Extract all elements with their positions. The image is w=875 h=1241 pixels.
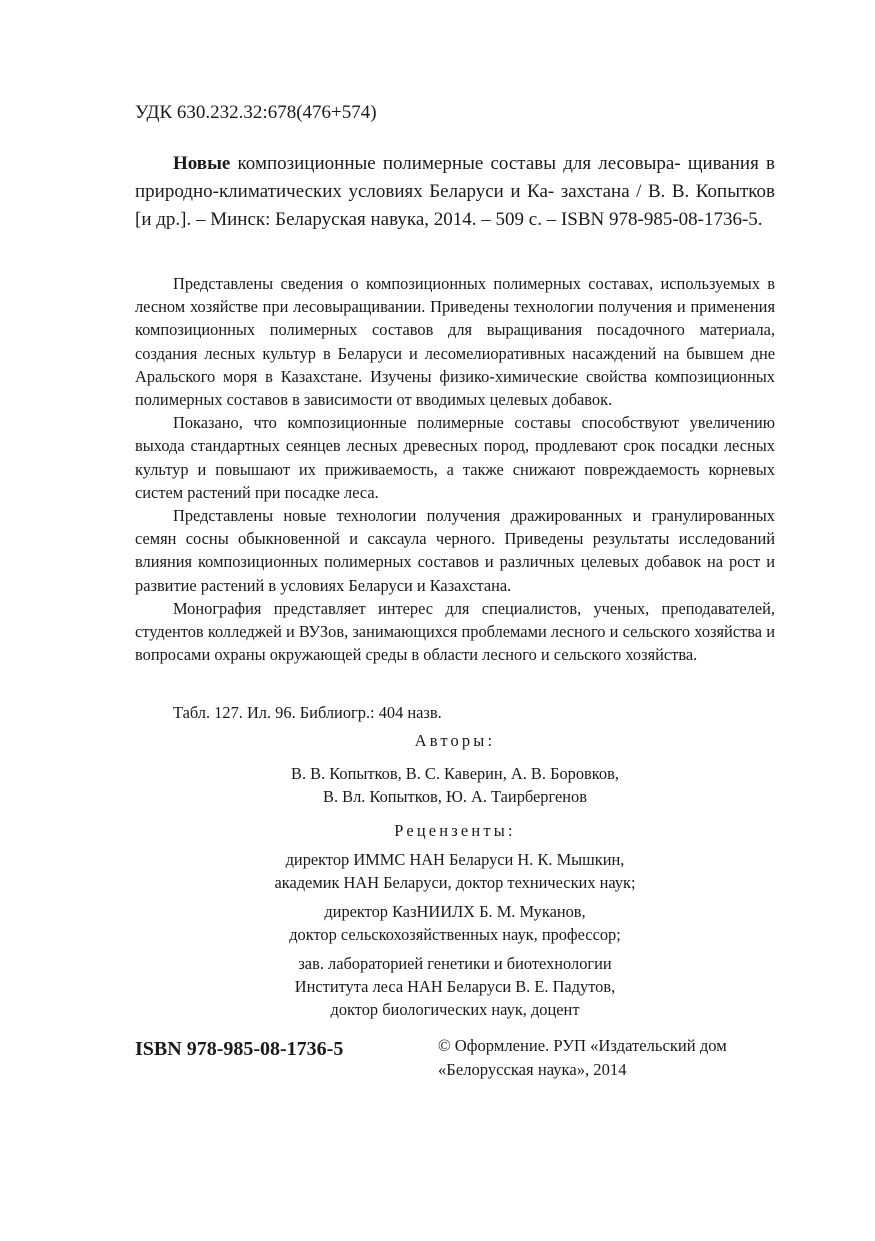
biblio-line-2: щивания в природно-климатических условиях Беларуси и Ка- <box>135 153 776 202</box>
authors-line: В. В. Копытков, В. С. Каверин, А. В. Боровков, <box>291 764 619 783</box>
table-figure-counts: Табл. 127. Ил. 96. Библиогр.: 404 назв. <box>173 703 442 722</box>
isbn: ISBN 978-985-08-1736-5 <box>135 1038 344 1060</box>
abstract-paragraph: Монография представляет интерес для специалистов, ученых, преподавателей, студентов колледжей и ВУЗов, занимающихся проблемами лесного и сельского хозяйства и вопросами охраны окружающей среды в области лесного и сельского хозяйства. <box>135 598 775 665</box>
abstract <box>135 272 775 666</box>
title-lead-word: Новые <box>173 153 231 174</box>
reviewers-heading: Рецензенты: <box>394 821 516 840</box>
reviewer-line: академик НАН Беларуси, доктор технических наук; <box>274 873 636 893</box>
reviewer-entry <box>135 900 775 946</box>
reviewer-line: доктор сельскохозяйственных наук, профессор; <box>289 925 621 945</box>
biblio-line-1: композиционные полимерные составы для лесовыра- <box>230 153 681 174</box>
copyright-line: «Белорусская наука», 2014 <box>438 1060 627 1079</box>
abstract-paragraph: Показано, что композиционные полимерные составы способствуют увеличению выхода стандартных сеянцев лесных древесных пород, продлевают срок посадки лесных культур и повышают их приживаемость, а также снижают повреждаемость корневых систем растений при посадке леса. <box>135 413 775 502</box>
bibliographic-description <box>135 150 775 234</box>
reviewer-entry <box>135 848 775 894</box>
reviewer-entry <box>135 952 775 1022</box>
copyright-notice <box>438 1034 727 1082</box>
reviewer-line: доктор биологических наук, доцент <box>330 1000 580 1020</box>
biblio-line-3: захстана / В. В. Копытков [и др.]. – Минск: Беларуская навука, <box>135 181 776 230</box>
abstract-paragraph: Представлены новые технологии получения дражированных и гранулированных семян сосны обыкновенной и саксаула черного. Приведены результаты исследований влияния композиционных полимерных составов и различных целевых добавок на рост и развитие растений в условиях Беларуси и Казахстана. <box>135 506 775 595</box>
biblio-line-4: 2014. – 509 с. – ISBN 978-985-08-1736-5. <box>433 209 763 230</box>
udk-code: УДК 630.232.32:678(476+574) <box>135 102 377 123</box>
reviewer-line: зав. лабораторией генетики и биотехнологии <box>298 954 612 973</box>
authors-heading: Авторы: <box>414 731 496 750</box>
abstract-paragraph: Представлены сведения о композиционных полимерных составах, используемых в лесном хозяйстве при лесовыращивании. Приведены технологии получения и применения композиционных полимерных составов для выращивания посадочного материала, создания лесных культур в Беларуси и лесомелиоративных насаждений на бывшем дне Аральского моря в Казахстане. Изучены физико-химические свойства композиционных полимерных составов в зависимости от вводимых целевых добавок. <box>135 274 775 410</box>
copyright-line: © Оформление. РУП «Издательский дом <box>438 1036 727 1055</box>
authors-line: В. Вл. Копытков, Ю. А. Таирбергенов <box>323 787 587 807</box>
authors-list <box>135 762 775 808</box>
reviewer-line: директор КазНИИЛХ Б. М. Муканов, <box>324 902 586 921</box>
reviewer-line: Института леса НАН Беларуси В. Е. Падутов, <box>294 977 616 997</box>
reviewer-line: директор ИММС НАН Беларуси Н. К. Мышкин, <box>285 850 625 869</box>
